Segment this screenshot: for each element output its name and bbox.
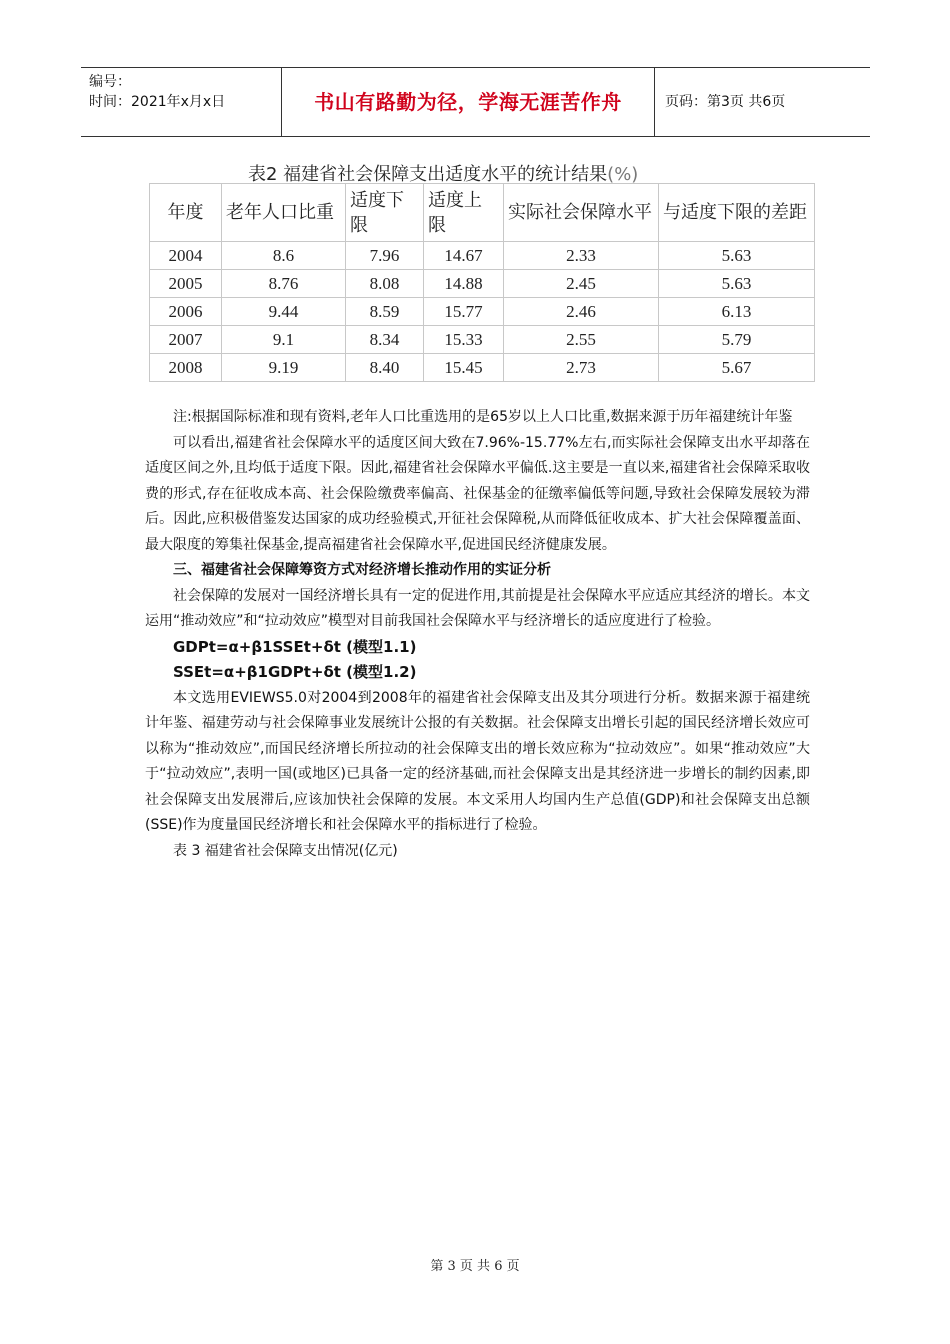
model-formula-2: SSEt=α+β1GDPt+δt (模型1.2) [173,663,417,681]
table-cell: 2.46 [504,298,659,326]
table-row [150,326,815,354]
header-divider [654,68,655,136]
body-text [145,405,810,864]
table2-title-unit: (%) [607,164,639,185]
table-cell: 9.19 [222,354,346,382]
model-formula-1: GDPt=α+β1SSEt+δt (模型1.1) [173,637,417,656]
table2-title-text: 表2 福建省社会保障支出适度水平的统计结果 [248,164,608,185]
table-cell: 14.67 [424,242,504,270]
table-cell: 5.63 [659,270,815,298]
table-cell: 2007 [150,326,222,354]
table-cell: 2006 [150,298,222,326]
table-row [150,242,815,270]
table-row [150,298,815,326]
column-header: 与适度下限的差距 [659,184,815,242]
table-cell: 2.73 [504,354,659,382]
column-header: 适度上限 [424,184,504,242]
column-header: 年度 [150,184,222,242]
section-heading: 三、福建省社会保障筹资方式对经济增长推动作用的实证分析 [173,562,551,578]
paragraph: 社会保障的发展对一国经济增长具有一定的促进作用,其前提是社会保障水平应适应其经济的增长。本文运用“推动效应”和“拉动效应”模型对目前我国社会保障水平与经济增长的适应度进行了检验。 [145,587,810,629]
table-cell: 2005 [150,270,222,298]
table-cell: 2008 [150,354,222,382]
table-cell: 15.45 [424,354,504,382]
table-cell: 8.08 [346,270,424,298]
table-cell: 5.79 [659,326,815,354]
table-cell: 2.55 [504,326,659,354]
table-cell: 5.67 [659,354,815,382]
table-row [150,270,815,298]
table-cell: 15.77 [424,298,504,326]
column-header: 老年人口比重 [222,184,346,242]
table-header-row [150,184,815,242]
table-cell: 5.63 [659,242,815,270]
table-cell: 2.45 [504,270,659,298]
table2-note: 注:根据国际标准和现有资料,老年人口比重选用的是65岁以上人口比重,数据来源于历年福建统计年鉴 [173,409,793,425]
paragraph: 可以看出,福建省社会保障水平的适度区间大致在7.96%-15.77%左右,而实际社会保障支出水平却落在适度区间之外,且均低于适度下限。因此,福建省社会保障水平偏低.这主要是一直以来,福建省社会保障采取收费的形式,存在征收成本高、社会保险缴费率偏高、社保基金的征缴率偏低等问题,导致社会保障发展较为滞后。因此,应积极借鉴发达国家的成功经验模式,开征社会保障税,从而降低征收成本、扩大社会保障覆盖面、最大限度的筹集社保基金,提高福建省社会保障水平,促进国民经济健康发展。 [145,434,810,553]
table-cell: 2004 [150,242,222,270]
table-row [150,354,815,382]
table-cell: 14.88 [424,270,504,298]
column-header: 适度下限 [346,184,424,242]
table-cell: 9.1 [222,326,346,354]
paragraph: 本文选用EVIEWS5.0对2004到2008年的福建省社会保障支出及其分项进行分析。数据来源于福建统计年鉴、福建劳动与社会保障事业发展统计公报的有关数据。社会保障支出增长引起的国民经济增长效应可以称为“推动效应”,而国民经济增长所拉动的社会保障支出的增长效应称为“拉动效应”。如果“推动效应”大于“拉动效应”,表明一国(或地区)已具备一定的经济基础,而社会保障支出是其经济进一步增长的制约因素,即社会保障支出发展滞后,应该加快社会保障的发展。本文采用人均国内生产总值(GDP)和社会保障支出总额(SSE)作为度量国民经济增长和社会保障水平的指标进行了检验。 [145,689,810,833]
table-cell: 8.34 [346,326,424,354]
page-footer: 第 3 页 共 6 页 [430,1259,520,1274]
page-header [81,67,870,137]
table-cell: 15.33 [424,326,504,354]
header-page-number: 页码：第3页 共6页 [665,94,786,110]
table-cell: 6.13 [659,298,815,326]
document-number: 编号： [89,74,131,90]
table-cell: 8.6 [222,242,346,270]
table-cell: 2.33 [504,242,659,270]
table-cell: 7.96 [346,242,424,270]
table2 [149,183,815,382]
table3-caption: 表 3 福建省社会保障支出情况(亿元) [173,842,398,859]
document-date: 时间：2021年x月x日 [89,94,226,110]
table-cell: 8.76 [222,270,346,298]
table-cell: 9.44 [222,298,346,326]
header-motto: 书山有路勤为径，学海无涯苦作舟 [314,90,622,114]
column-header: 实际社会保障水平 [504,184,659,242]
header-meta [89,72,279,112]
table-cell: 8.40 [346,354,424,382]
table-cell: 8.59 [346,298,424,326]
